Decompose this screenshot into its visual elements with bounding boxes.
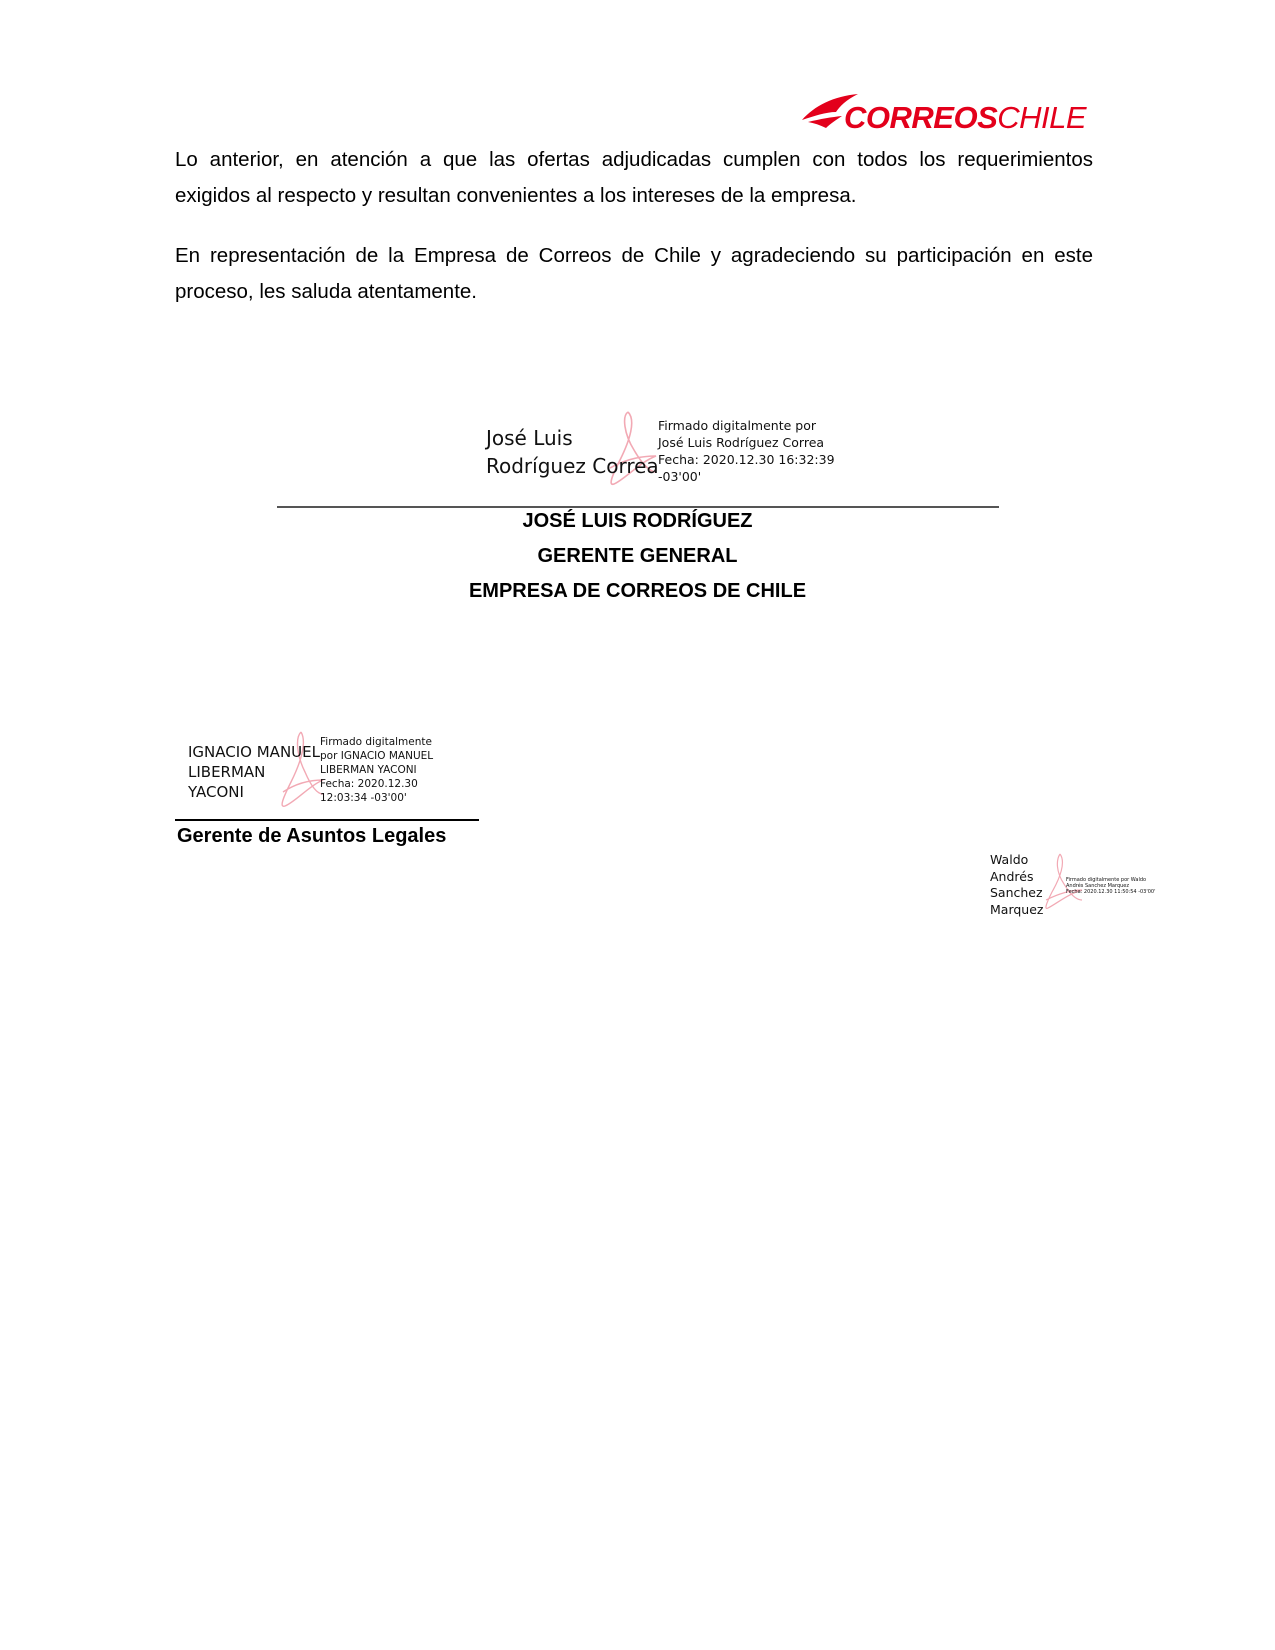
- signature-main-details: Firmado digitalmente por José Luis Rodríguez Correa Fecha: 2020.12.30 16:32:39 -03'00': [658, 418, 835, 484]
- signature-third-name: Waldo Andrés Sanchez Marquez: [990, 852, 1044, 917]
- signatory-name: JOSÉ LUIS RODRÍGUEZ: [522, 510, 753, 532]
- signature-legal-details: Firmado digitalmente por IGNACIO MANUEL LIBERMAN YACONI Fecha: 2020.12.30 12:03:34 -03'00': [320, 736, 434, 804]
- body-paragraph-1: Lo anterior, en atención a que las ofertas adjudicadas cumplen con todos los requerimientos exigidos al respecto y resultan convenientes a los intereses de la empresa.: [175, 148, 1093, 207]
- signature-third-details: Firmado digitalmente por Waldo Andrés Sanchez Marquez Fecha: 2020.12.30 11:50:54 -03'00': [1066, 877, 1156, 895]
- signature-legal-name: IGNACIO MANUEL LIBERMAN YACONI: [188, 743, 320, 801]
- digital-signature-main: [480, 410, 840, 490]
- digital-signature-legal: [183, 730, 483, 812]
- body-paragraph-2: En representación de la Empresa de Correos de Chile y agradeciendo su participación en este proceso, les saluda atentamente.: [175, 244, 1093, 303]
- legal-manager-title: Gerente de Asuntos Legales: [177, 825, 447, 847]
- correoschile-logo: [800, 92, 1115, 138]
- signatory-company: EMPRESA DE CORREOS DE CHILE: [468, 580, 807, 602]
- logo-word-bold: CORREOS: [844, 100, 998, 135]
- signatory-position: GERENTE GENERAL: [537, 545, 738, 567]
- signature-main-name: José Luis Rodríguez Correa: [486, 426, 659, 478]
- digital-signature-third: [990, 852, 1190, 932]
- logo-wordmark: [844, 98, 1086, 138]
- signature-line-legal: [175, 819, 479, 821]
- logo-word-light: CHILE: [997, 100, 1087, 135]
